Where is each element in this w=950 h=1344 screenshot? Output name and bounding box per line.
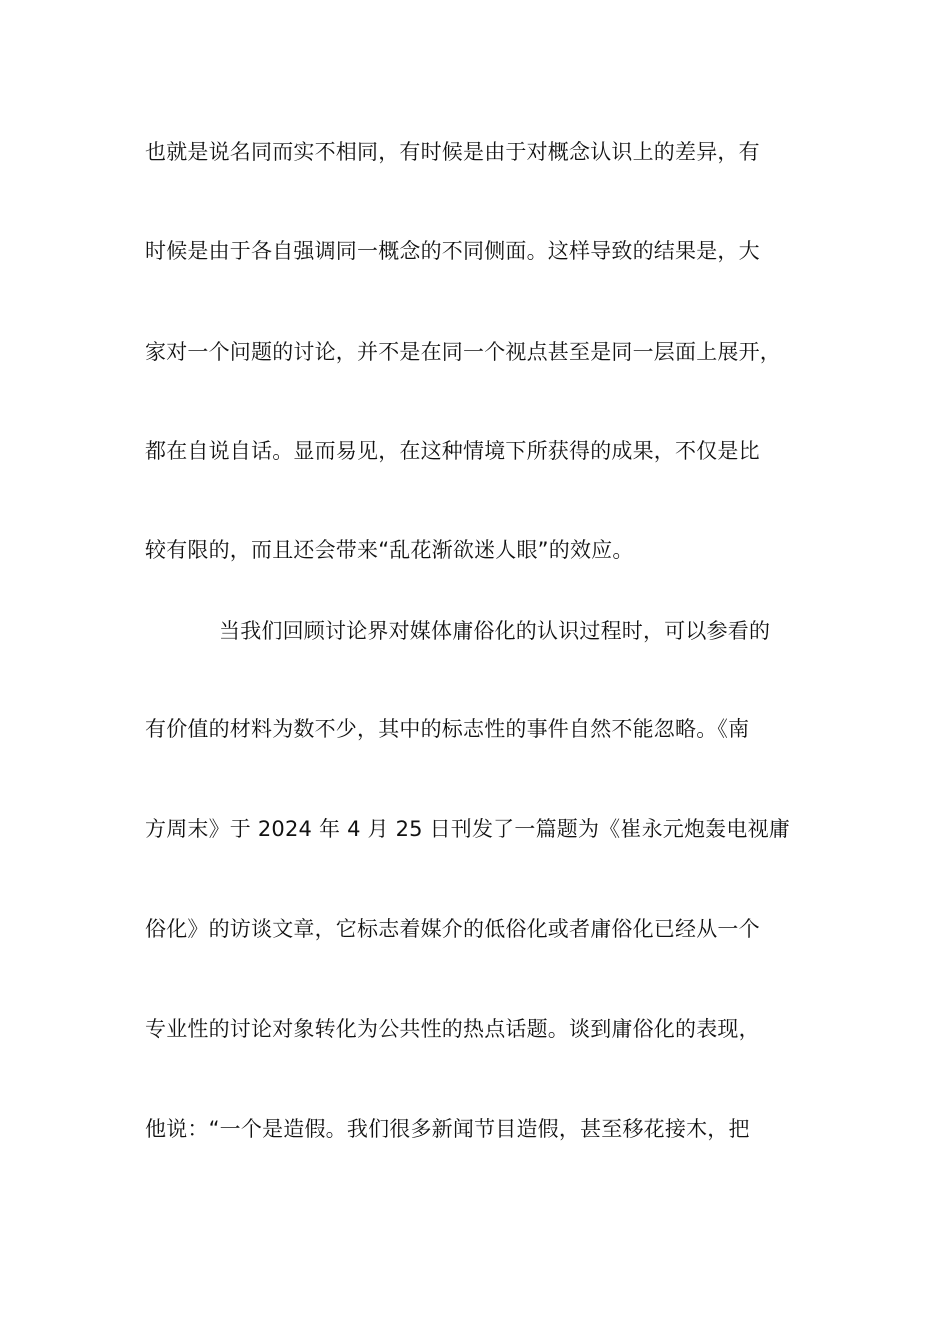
text-line-3: 家对一个问题的讨论，并不是在同一个视点甚至是同一层面上展开， [145, 340, 781, 364]
text-line-8: 方周末》于 2024 年 4 月 25 日刊发了一篇题为《崔永元炮轰电视庸 [145, 817, 790, 841]
text-line-2: 时候是由于各自强调同一概念的不同侧面。这样导致的结果是，大 [145, 239, 760, 263]
text-line-7: 有价值的材料为数不少，其中的标志性的事件自然不能忽略。《南 [145, 717, 750, 741]
text-line-4: 都在自说自话。显而易见，在这种情境下所获得的成果，不仅是比 [145, 439, 760, 463]
text-line-1: 也就是说名同而实不相同，有时候是由于对概念认识上的差异，有 [145, 140, 760, 164]
text-line-11: 他说：“一个是造假。我们很多新闻节目造假，甚至移花接木，把 [145, 1117, 750, 1141]
text-line-5: 较有限的，而且还会带来“乱花渐欲迷人眼”的效应。 [145, 538, 634, 562]
text-line-9: 俗化》的访谈文章，它标志着媒介的低俗化或者庸俗化已经从一个 [145, 917, 760, 941]
text-line-10: 专业性的讨论对象转化为公共性的热点话题。谈到庸俗化的表现， [145, 1017, 760, 1041]
text-line-6-paragraph-start: 当我们回顾讨论界对媒体庸俗化的认识过程时，可以参看的 [219, 619, 771, 643]
